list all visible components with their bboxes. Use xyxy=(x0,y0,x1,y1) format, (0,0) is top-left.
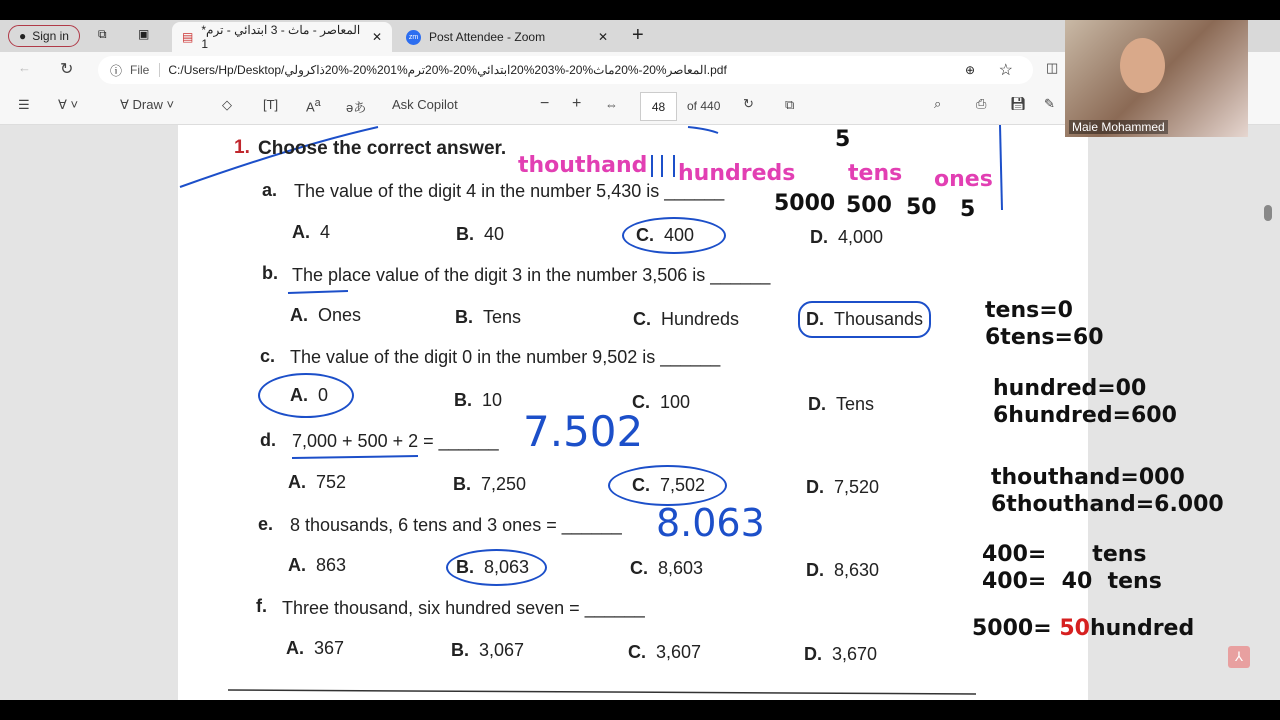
place-label: ones xyxy=(934,167,993,192)
save-icon[interactable]: 💾︎ xyxy=(1010,96,1027,111)
translate-icon[interactable]: əあ xyxy=(346,100,367,115)
webcam-video xyxy=(1065,20,1248,137)
option[interactable]: D. Tens xyxy=(808,394,875,414)
selected-answer[interactable]: A. 0 xyxy=(258,373,354,418)
annotation-top-5: 5 xyxy=(835,127,851,152)
workspaces-icon[interactable]: ⧉ xyxy=(98,27,107,41)
eraser-icon[interactable]: ◇ xyxy=(222,97,232,112)
option[interactable]: B. Tens xyxy=(455,307,522,327)
section-heading: Choose the correct answer. xyxy=(258,138,507,159)
back-icon[interactable]: ← xyxy=(18,60,31,75)
refresh-icon[interactable]: ↻ xyxy=(60,61,74,78)
note-line: thouthand=000 xyxy=(991,465,1185,490)
ask-copilot-button[interactable]: Ask Copilot xyxy=(392,97,458,112)
handwritten-answer: 8.063 xyxy=(656,501,765,545)
question-letter: a. xyxy=(262,180,278,200)
option[interactable]: D. 8,630 xyxy=(806,560,880,580)
place-value: 5000 xyxy=(774,191,836,216)
question-letter: d. xyxy=(260,430,276,450)
option[interactable]: C. Hundreds xyxy=(633,309,740,329)
question-letter: c. xyxy=(260,346,276,366)
pdf-icon: ▤ xyxy=(182,30,194,44)
scrollbar-thumb[interactable] xyxy=(1264,205,1272,221)
split-screen-icon[interactable]: ◫ xyxy=(1046,60,1059,75)
place-label: hundreds xyxy=(678,161,796,186)
option[interactable]: D. 4,000 xyxy=(810,227,884,247)
new-tab-button[interactable]: + xyxy=(632,24,644,46)
pdf-page xyxy=(178,125,1088,700)
question-text: The value of the digit 4 in the number 5,430 is ______ xyxy=(294,181,725,201)
zoom-icon: zm xyxy=(406,30,421,45)
search-icon[interactable]: ⌕ xyxy=(934,96,942,111)
option[interactable]: A. 367 xyxy=(286,638,345,658)
highlight-icon[interactable]: ∀ ˅ xyxy=(58,97,79,112)
place-value: 50 xyxy=(906,195,937,220)
close-tab-icon[interactable]: ✕ xyxy=(597,30,608,44)
question-letter: b. xyxy=(262,263,278,283)
page-number-input[interactable]: 48 xyxy=(640,92,677,121)
question-text: 7,000 + 500 + 2 = ______ xyxy=(292,431,499,451)
option[interactable]: B. 3,067 xyxy=(451,640,525,660)
page-count: of 440 xyxy=(687,99,721,113)
tab-zoom[interactable]: zm Post Attendee - Zoom ✕ xyxy=(396,22,618,52)
question-text: The place value of the digit 3 in the number 3,506 is ______ xyxy=(292,265,771,285)
address-input[interactable]: ⓘ File C:/Users/Hp/Desktop/المعاصر%20-%20ماث%20-%203%20ابتدائي%20-%20ترم%201%20-%20ذاكرولي.pdf ⊕ ☆ xyxy=(98,56,1033,84)
info-icon: ⓘ xyxy=(110,63,123,78)
draw-button[interactable]: ∀ Draw ˅ xyxy=(120,97,175,112)
option[interactable]: A. 863 xyxy=(288,555,347,575)
question-text: The value of the digit 0 in the number 9,502 is ______ xyxy=(290,347,721,367)
place-label: tens xyxy=(848,161,903,186)
question-letter: f. xyxy=(256,596,267,616)
handwritten-answer: 7.502 xyxy=(523,407,644,456)
question-text: Three thousand, six hundred seven = ______ xyxy=(282,598,645,618)
question-text: 8 thousands, 6 tens and 3 ones = ______ xyxy=(290,515,622,535)
option[interactable]: D. 7,520 xyxy=(806,477,880,497)
selected-answer[interactable]: D. Thousands xyxy=(798,301,931,338)
fit-width-icon[interactable]: ⇔ xyxy=(605,97,618,112)
text-options-icon[interactable]: $A^a$ xyxy=(306,97,321,115)
note-line: tens=0 xyxy=(985,298,1073,323)
close-tab-icon[interactable]: ✕ xyxy=(371,30,382,44)
selected-answer[interactable]: C. 7,502 xyxy=(608,465,727,506)
zoom-in-button[interactable]: + xyxy=(572,95,582,112)
profile-icon: ● xyxy=(19,29,27,43)
sign-in-button[interactable]: ● Sign in xyxy=(8,25,80,47)
option[interactable]: B. 10 xyxy=(454,390,503,410)
selected-answer[interactable]: C. 400 xyxy=(622,217,726,254)
note-line: 6thouthand=6.000 xyxy=(991,492,1224,517)
option[interactable]: C. 3,607 xyxy=(628,642,702,662)
place-value: 5 xyxy=(960,197,976,222)
note-line: 400= 40 tens xyxy=(982,569,1162,594)
note-line: 6tens=60 xyxy=(985,325,1104,350)
option[interactable]: B. 7,250 xyxy=(453,474,527,494)
favorite-star-icon[interactable]: ☆ xyxy=(998,62,1013,79)
question-letter: e. xyxy=(258,514,274,534)
page-view-icon[interactable]: ⧉ xyxy=(785,97,795,112)
note-line: 5000= 50hundred xyxy=(972,616,1195,641)
option[interactable]: B. 40 xyxy=(456,224,505,244)
option[interactable]: A. 4 xyxy=(292,222,331,242)
zoom-out-button[interactable]: − xyxy=(540,95,550,112)
contents-icon[interactable]: ☰ xyxy=(18,97,30,112)
participant-name: Maie Mohammed xyxy=(1069,120,1168,134)
option[interactable]: A. Ones xyxy=(290,305,362,325)
option[interactable]: C. 8,603 xyxy=(630,558,704,578)
option[interactable]: A. 752 xyxy=(288,472,347,492)
selected-answer[interactable]: B. 8,063 xyxy=(446,549,547,586)
place-label: thouthand xyxy=(518,153,648,178)
acrobat-icon[interactable]: ⅄ xyxy=(1228,646,1250,668)
print-icon[interactable]: ⎙ xyxy=(976,96,987,111)
place-value: 500 xyxy=(846,193,892,218)
save-as-icon[interactable]: ✎ xyxy=(1044,96,1055,111)
rotate-icon[interactable]: ↻ xyxy=(743,96,754,111)
note-line: 400= tens xyxy=(982,542,1147,567)
note-line: 6hundred=600 xyxy=(993,403,1177,428)
tab-pdf[interactable]: ▤ *المعاصر - ماث - 3 ابتدائي - ترم 1 ✕ xyxy=(172,22,392,52)
text-box-icon[interactable]: [T] xyxy=(263,97,279,112)
section-number: 1. xyxy=(234,137,250,158)
option[interactable]: D. 3,670 xyxy=(804,644,878,664)
option[interactable]: C. 100 xyxy=(632,392,691,412)
note-line: hundred=00 xyxy=(993,376,1147,401)
tab-actions-icon[interactable]: ▣ xyxy=(138,27,150,41)
zoom-in-icon[interactable]: ⊕ xyxy=(964,63,975,77)
participant-face xyxy=(1120,38,1165,93)
